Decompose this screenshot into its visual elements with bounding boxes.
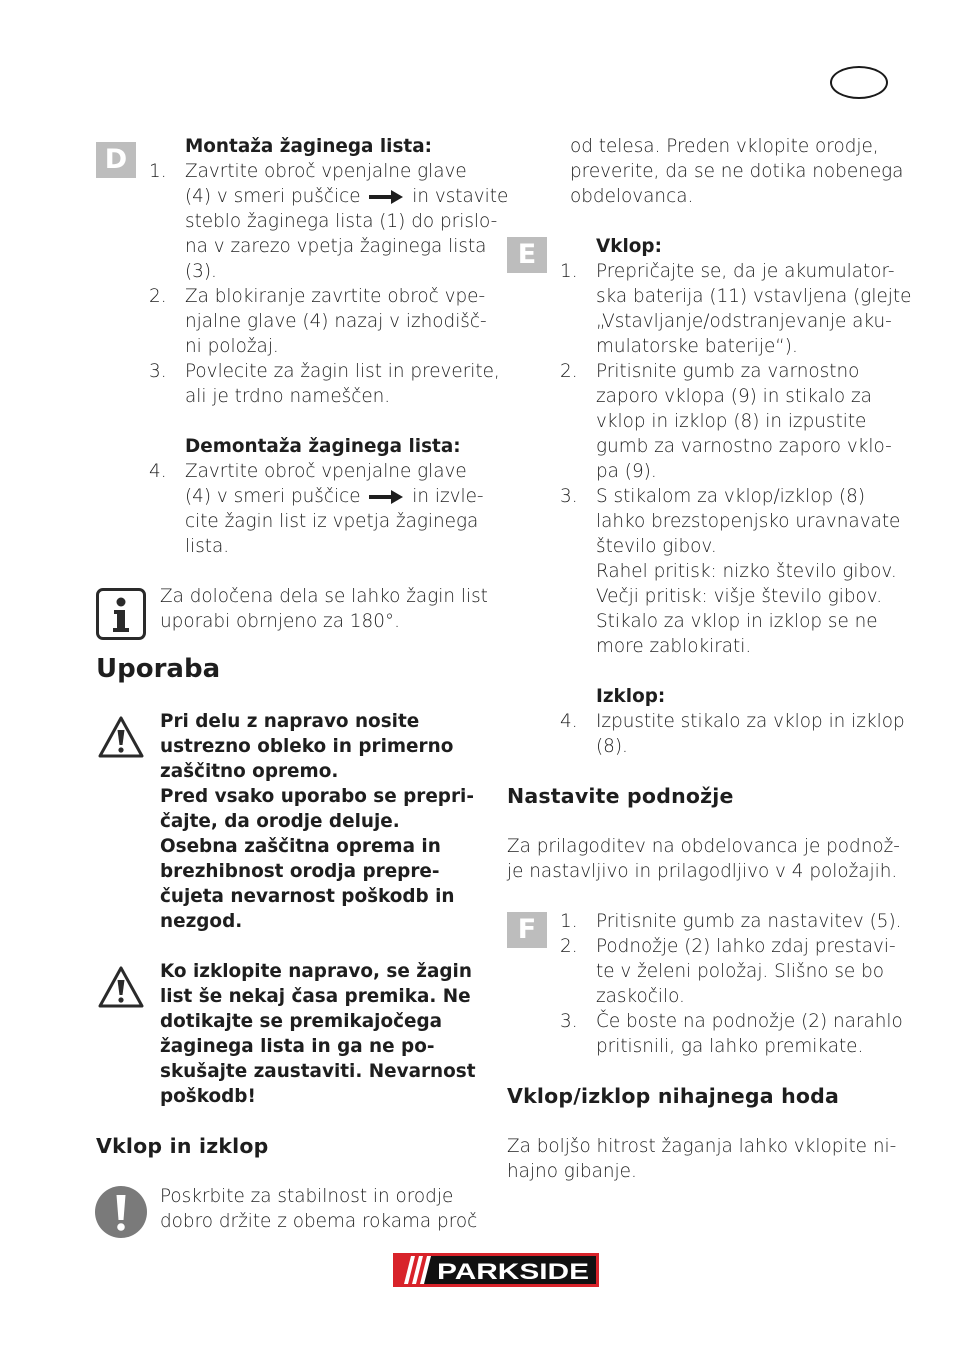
step-number: 1. xyxy=(560,261,578,282)
step-number: 2. xyxy=(560,361,578,382)
body-text: Za boljšo hitrost žaganja lahko vklopite ni- xyxy=(507,1136,897,1157)
step-text: Prepričajte se, da je akumulator- xyxy=(596,261,895,282)
step-number: 3. xyxy=(560,486,578,507)
section-title-uporaba: Uporaba xyxy=(96,654,221,684)
section-title-podnozje: Nastavite podnožje xyxy=(507,784,734,808)
language-badge xyxy=(830,66,888,99)
step-text: steblo žaginega lista (1) do prislo- xyxy=(185,211,498,232)
warning-text: čajte, da orodje deluje. xyxy=(160,811,400,832)
step-number: 2. xyxy=(560,936,578,957)
warning-text: brezhibnost orodja prepre- xyxy=(160,861,440,882)
warning-icon xyxy=(97,715,145,759)
step-text-part: (4) v smeri puščice xyxy=(185,486,361,507)
step-text: gumb za varnostno zaporo vklo- xyxy=(596,436,892,457)
step-text: vklop in izklop (8) in izpustite xyxy=(596,411,867,432)
heading-mount: Montaža žaginega lista: xyxy=(185,136,432,157)
step-text: Pritisnite gumb za varnostno xyxy=(596,361,860,382)
exclamation-icon xyxy=(95,1186,147,1238)
step-text: pritisnili, ga lahko premikate. xyxy=(596,1036,864,1057)
note-text: Poskrbite za stabilnost in orodje xyxy=(160,1186,454,1207)
step-text: Večji pritisk: višje število gibov. xyxy=(596,586,883,607)
body-text: je nastavljivo in prilagodljivo v 4 položajih. xyxy=(507,861,898,882)
warning-icon xyxy=(97,965,145,1009)
body-text: Za prilagoditev na obdelovanca je podnož- xyxy=(507,836,900,857)
warning-text: skušajte zaustaviti. Nevarnost xyxy=(160,1061,476,1082)
body-text: od telesa. Preden vklopite orodje, xyxy=(570,136,879,157)
step-text: lahko brezstopenjsko uravnavate xyxy=(596,511,901,532)
step-text: Pritisnite gumb za nastavitev (5). xyxy=(596,911,902,932)
step-text: Če boste na podnožje (2) narahlo xyxy=(596,1011,903,1032)
step-text: Zavrtite obroč vpenjalne glave xyxy=(185,461,467,482)
warning-text: Osebna zaščitna oprema in xyxy=(160,836,441,857)
step-text: cite žagin list iz vpetja žaginega xyxy=(185,511,479,532)
section-title-nihaj: Vklop/izklop nihajnega hoda xyxy=(507,1084,840,1108)
step-number: 4. xyxy=(560,711,578,732)
note-text: dobro držite z obema rokama proč xyxy=(160,1211,478,1232)
section-label-e: E xyxy=(507,237,547,273)
step-text: lista. xyxy=(185,536,230,557)
info-text: Za določena dela se lahko žagin list xyxy=(160,586,488,607)
parkside-logo xyxy=(393,1253,599,1287)
heading-demount: Demontaža žaginega lista: xyxy=(185,436,461,457)
warning-text: žaginega lista in ga ne po- xyxy=(160,1036,435,1057)
warning-text: ustrezno obleko in primerno xyxy=(160,736,454,757)
warning-text: dotikajte se premikajočega xyxy=(160,1011,443,1032)
step-text: zaskočilo. xyxy=(596,986,685,1007)
step-text: njalne glave (4) nazaj v izhodišč- xyxy=(185,311,487,332)
step-number: 2. xyxy=(149,286,167,307)
warning-text: nezgod. xyxy=(160,911,243,932)
step-text: (3). xyxy=(185,261,217,282)
body-text: hajno gibanje. xyxy=(507,1161,637,1182)
step-text: zaporo vklopa (9) in stikalo za xyxy=(596,386,872,407)
heading-on: Vklop: xyxy=(596,236,662,257)
step-text: Rahel pritisk: nizko število gibov. xyxy=(596,561,897,582)
step-text: Povlecite za žagin list in preverite, xyxy=(185,361,500,382)
arrow-right-icon xyxy=(369,190,403,204)
step-text: pa (9). xyxy=(596,461,657,482)
step-text: „Vstavljanje/odstranjevanje aku- xyxy=(596,311,892,332)
warning-text: zaščitno opremo. xyxy=(160,761,339,782)
warning-text: poškodb! xyxy=(160,1086,256,1107)
step-number: 1. xyxy=(149,161,167,182)
section-label-d: D xyxy=(96,142,136,178)
section-label-f: F xyxy=(507,912,547,948)
step-text: Izpustite stikalo za vklop in izklop xyxy=(596,711,905,732)
step-text: (8). xyxy=(596,736,628,757)
step-number: 3. xyxy=(560,1011,578,1032)
step-text-part: (4) v smeri puščice xyxy=(185,186,361,207)
step-number: 4. xyxy=(149,461,167,482)
step-text: ska baterija (11) vstavljena (glejte xyxy=(596,286,912,307)
step-text: te v želeni položaj. Slišno se bo xyxy=(596,961,885,982)
info-text: uporabi obrnjeno za 180°. xyxy=(160,611,400,632)
step-text: Za blokiranje zavrtite obroč vpe- xyxy=(185,286,486,307)
warning-text: Pri delu z napravo nosite xyxy=(160,711,420,732)
logo-text: PARKSIDE xyxy=(437,1259,589,1284)
step-text: mulatorske baterije“). xyxy=(596,336,798,357)
step-text: ali je trdno nameščen. xyxy=(185,386,391,407)
body-text: preverite, da se ne dotika nobenega xyxy=(570,161,904,182)
step-number: 1. xyxy=(560,911,578,932)
step-text xyxy=(185,184,508,209)
step-text: Podnožje (2) lahko zdaj prestavi- xyxy=(596,936,896,957)
section-title-vklop: Vklop in izklop xyxy=(96,1134,269,1158)
step-text xyxy=(185,484,484,509)
info-icon xyxy=(96,588,146,640)
warning-text: Ko izklopite napravo, se žagin xyxy=(160,961,472,982)
body-text: obdelovanca. xyxy=(570,186,694,207)
step-text: S stikalom za vklop/izklop (8) xyxy=(596,486,866,507)
step-number: 3. xyxy=(149,361,167,382)
step-text: na v zarezo vpetja žaginega lista xyxy=(185,236,487,257)
heading-off: Izklop: xyxy=(596,686,666,707)
warning-text: list še nekaj časa premika. Ne xyxy=(160,986,471,1007)
step-text: število gibov. xyxy=(596,536,717,557)
step-text: Stikalo za vklop in izklop se ne xyxy=(596,611,878,632)
step-text: ni položaj. xyxy=(185,336,279,357)
step-text: more zablokirati. xyxy=(596,636,752,657)
step-text: Zavrtite obroč vpenjalne glave xyxy=(185,161,467,182)
step-text-part: in vstavite xyxy=(412,186,509,207)
warning-text: čujeta nevarnost poškodb in xyxy=(160,886,455,907)
warning-text: Pred vsako uporabo se prepri- xyxy=(160,786,474,807)
arrow-right-icon xyxy=(369,490,403,504)
step-text-part: in izvle- xyxy=(412,486,484,507)
